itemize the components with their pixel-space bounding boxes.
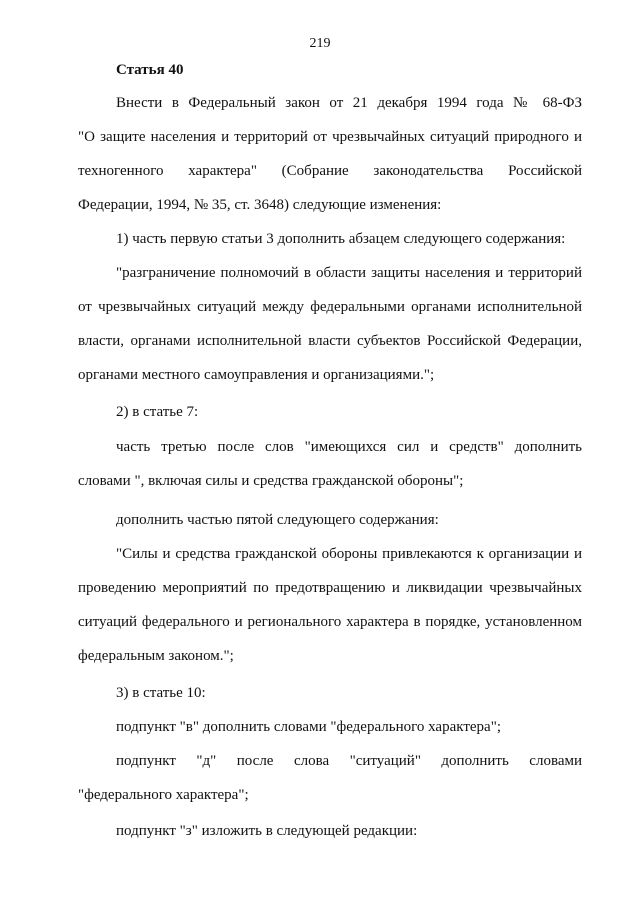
paragraph-line: подпункт "в" дополнить словами "федерального характера"; [116,719,501,735]
paragraph-line: "разграничение полномочий в области защиты населения и территорий [116,265,582,281]
paragraph-line: 2) в статье 7: [116,404,199,420]
paragraph-line: проведению мероприятий по предотвращению и ликвидации чрезвычайных [78,580,582,596]
paragraph-line: власти, органами исполнительной власти субъектов Российской Федерации, [78,333,582,349]
page-number: 219 [309,36,331,51]
paragraph-line: ситуаций федерального и регионального характера в порядке, установленном [78,614,582,630]
paragraph-line: органами местного самоуправления и организациями."; [78,367,435,383]
paragraph-line: подпункт "д" после слова "ситуаций" дополнить словами [116,753,582,769]
paragraph-line: часть третью после слов "имеющихся сил и средств" дополнить [116,439,582,455]
paragraph-line: "Силы и средства гражданской обороны привлекаются к организации и [116,546,582,562]
paragraph-line: техногенного характера" (Собрание законодательства Российской [78,163,582,179]
paragraph-line: 1) часть первую статьи 3 дополнить абзацем следующего содержания: [116,231,566,247]
paragraph-line: Федерации, 1994, № 35, ст. 3648) следующие изменения: [78,197,442,213]
paragraph-line: от чрезвычайных ситуаций между федеральными органами исполнительной [78,299,582,315]
paragraph-line: подпункт "з" изложить в следующей редакции: [116,823,418,839]
article-heading: Статья 40 [116,62,184,78]
paragraph-line: 3) в статье 10: [116,685,206,701]
paragraph-line: Внести в Федеральный закон от 21 декабря 1994 года № 68-ФЗ [116,95,582,111]
paragraph-line: словами ", включая силы и средства гражданской обороны"; [78,473,464,489]
paragraph-line: федеральным законом."; [78,648,234,664]
paragraph-line: дополнить частью пятой следующего содержания: [116,512,439,528]
paragraph-line: "О защите населения и территорий от чрезвычайных ситуаций природного и [78,129,582,145]
paragraph-line: "федерального характера"; [78,787,249,803]
